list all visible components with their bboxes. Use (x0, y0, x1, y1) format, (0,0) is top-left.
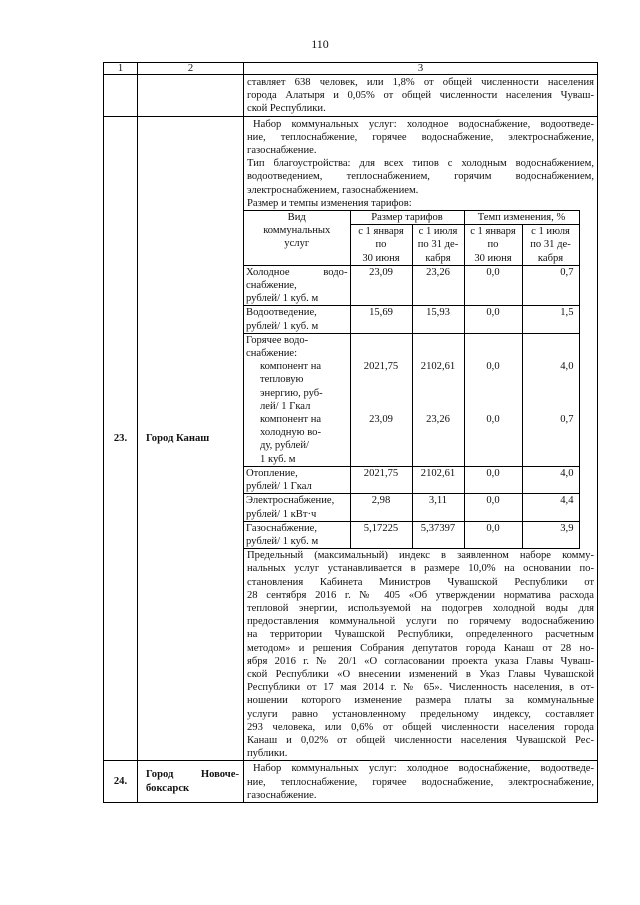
tariff-head-rate: Темп изменения, % (464, 211, 579, 225)
table-row-23 (104, 116, 598, 761)
max-index-paragraph: Предельный (максимальный) индекс в заявленном наборе комму- нальных услуг устанавливается в размере 10,0% на основании по- становления Кабинета Министров Чувашской Республики от 28 сентября 2016 г. № 405 «Об утверждении норматива расхода тепловой энергии, используемой на подогрев холодной воды для предоставления коммунальной услуги по горячему водоснабжению на территории Чувашской Республики, определенного расчетным методом» и решения Собрания депутатов города Канаш от 28 но- ября 2016 г. № 20/1 «О согласовании проекта указа Главы Чуваш- ской Республики «О внесении изменений в Указ Главы Чувашской Республики от 17 мая 2014 г. № 65». Численность населения, в от- ношении которого изменение размера платы за коммунальные услуги равно установленному предельному индексу, составляет 293 человека, или 0,6% от общей численности населения города Канаш и 0,02% от общей численности населения Чувашской Рес- публики. (247, 550, 594, 760)
table-row-continuation (104, 75, 598, 117)
tariff-row: Водоотведение, рублей/ 1 куб. м 15,69 15,93 0,0 1,5 (244, 306, 579, 333)
header-col-1: 1 (104, 63, 138, 75)
page-number: 110 (311, 37, 329, 51)
header-col-3: 3 (244, 63, 598, 75)
row-23-content (244, 116, 598, 761)
tariff-row: Отопление, рублей/ 1 Гкал 2021,75 2102,61 0,0 4,0 (244, 466, 579, 493)
services-paragraph: Набор коммунальных услуг: холодное водоснабжение, водоотведе- ние, теплоснабжение, горячее водоснабжение, электроснабжение, газоснабжение. (247, 118, 594, 157)
header-col-2: 2 (138, 63, 244, 75)
rate-sub-jan: с 1 января по 30 июня (464, 225, 522, 266)
municipal-table (103, 62, 598, 803)
rate-sub-jul: с 1 июля по 31 де- кабря (522, 225, 579, 266)
city-name: Город Канаш (138, 116, 244, 761)
tariff-sub-jul: с 1 июля по 31 де- кабря (412, 225, 464, 266)
tariff-row: Холодное водо- снабжение, рублей/ 1 куб. м 23,09 23,26 0,0 0,7 (244, 265, 579, 306)
table-row-24 (104, 761, 598, 803)
tariff-row: Газоснабжение, рублей/ 1 куб. м 5,17225 5,37397 0,0 3,9 (244, 521, 579, 548)
amenity-type-paragraph: Тип благоустройства: для всех типов с холодным водоснабжением, водоотведением, теплоснабжением, горячим водоснабжением, электроснабжением, газоснабжением. (247, 158, 594, 196)
continuation-text: ставляет 638 человек, или 1,8% от общей численности населения города Алатыря и 0,05% от общей численности населения Чуваш- ской Республики. (244, 75, 598, 117)
tariff-table (244, 210, 580, 549)
tariff-head-kind: Вид коммунальных услуг (244, 211, 350, 266)
tariff-sub-jan: с 1 января по 30 июня (350, 225, 412, 266)
row-24-content: Набор коммунальных услуг: холодное водоснабжение, водоотведе- ние, теплоснабжение, горячее водоснабжение, электроснабжение, газоснабжение. (244, 761, 598, 803)
tariff-row: Электроснабжение, рублей/ 1 кВт·ч 2,98 3,11 0,0 4,4 (244, 494, 579, 521)
city-name: Город Новоче- боксарск (138, 761, 244, 803)
header-row (104, 63, 598, 75)
row-number: 23. (104, 116, 138, 761)
tariff-row: Горячее водо- снабжение: компонент на тепловую энергию, руб- лей/ 1 Гкал компонент на холодную во- ду, рублей/ 1 куб. м 2021,75 23,09 2102,61 23,26 0,0 0,0 4,0 0,7 (244, 333, 579, 466)
tariff-caption: Размер и темпы изменения тарифов: (247, 197, 412, 209)
row-number: 24. (104, 761, 138, 803)
tariff-head-size: Размер тарифов (350, 211, 464, 225)
